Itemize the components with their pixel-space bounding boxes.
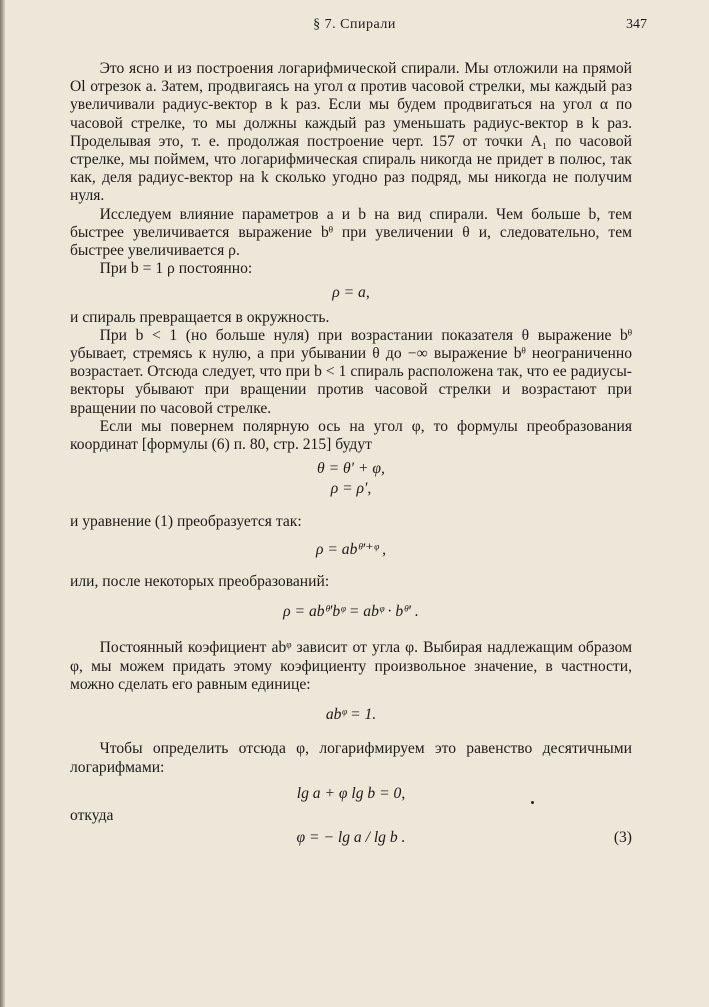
paragraph: Чтобы определить отсюда φ, логарифмируем это равенство десятичными логарифмами: — [70, 740, 632, 776]
equation-row — [70, 829, 632, 847]
equation: φ = − lg a / lg b . — [296, 829, 406, 847]
section-title: § 7. Спирали — [313, 17, 396, 32]
equation: θ = θ′ + φ, — [317, 460, 385, 478]
running-header — [0, 17, 709, 39]
paragraph: Это ясно и из построения логарифмической спирали. Мы отложили на прямой Ol отрезок a. Затем, продвигаясь на угол α против часовой стрелки, мы каждый раз увеличивали радиус-вектор в k раз. Если мы будем продвигаться на угол α по часовой стрелке, то мы должны каждый раз уменьшать радиус-вектор в k раз. Проделывая это, т. е. продолжая построение черт. 157 от точки A₁ по часовой стрелке, мы поймем, что логарифмическая спираль никогда не придет в полюс, так как, деля радиус-вектор на k сколько угодно раз подряд, мы никогда не получим нуля. — [70, 60, 632, 205]
paragraph: и спираль превращается в окружность. — [70, 308, 330, 326]
equation: ρ = ρ′, — [330, 480, 372, 498]
page-body — [70, 60, 632, 847]
paragraph: Постоянный коэфициент abᵠ зависит от угла φ. Выбирая надлежащим образом φ, мы можем придать этому коэфициенту произвольное значение, в частности, можно сделать его равным единице: — [70, 639, 632, 693]
paragraph: Исследуем влияние параметров a и b на вид спирали. Чем больше b, тем быстрее увеличивается выражение bᶿ при увеличении θ и, следовательно, тем быстрее увеличивается ρ. — [70, 205, 632, 260]
equation: abᵠ = 1. — [325, 706, 377, 724]
equation: ρ = abᶿ′bᵠ = abᵠ · bᶿ′ . — [283, 603, 419, 621]
paragraph: При b = 1 ρ постоянно: — [99, 260, 253, 278]
paragraph: Если мы повернем полярную ось на угол φ, то формулы преобразования координат [формулы (6) п. 80, стр. 215] будут — [70, 417, 632, 454]
paragraph: откуда — [70, 806, 114, 824]
equation: ρ = abᶿ′⁺ᵠ , — [315, 540, 387, 558]
equation: lg a + φ lg b = 0, — [296, 784, 406, 802]
equation-number: (3) — [613, 829, 632, 847]
paragraph: или, после некоторых преобразований: — [70, 573, 330, 591]
paragraph: и уравнение (1) преобразуется так: — [70, 512, 302, 530]
equation: ρ = a, — [332, 284, 370, 302]
print-speck — [531, 801, 534, 804]
page-binding-edge — [0, 0, 5, 1007]
page-number: 347 — [626, 17, 647, 32]
paragraph: При b < 1 (но больше нуля) при возрастании показателя θ выражение bᶿ убывает, стремясь к нулю, а при убывании θ до −∞ выражение bᶿ неограниченно возрастает. Отсюда следует, что при b < 1 спираль расположена так, что ее радиусы-векторы убывают при вращении против часовой стрелки и возрастают при вращении по часовой стрелке. — [70, 326, 632, 417]
